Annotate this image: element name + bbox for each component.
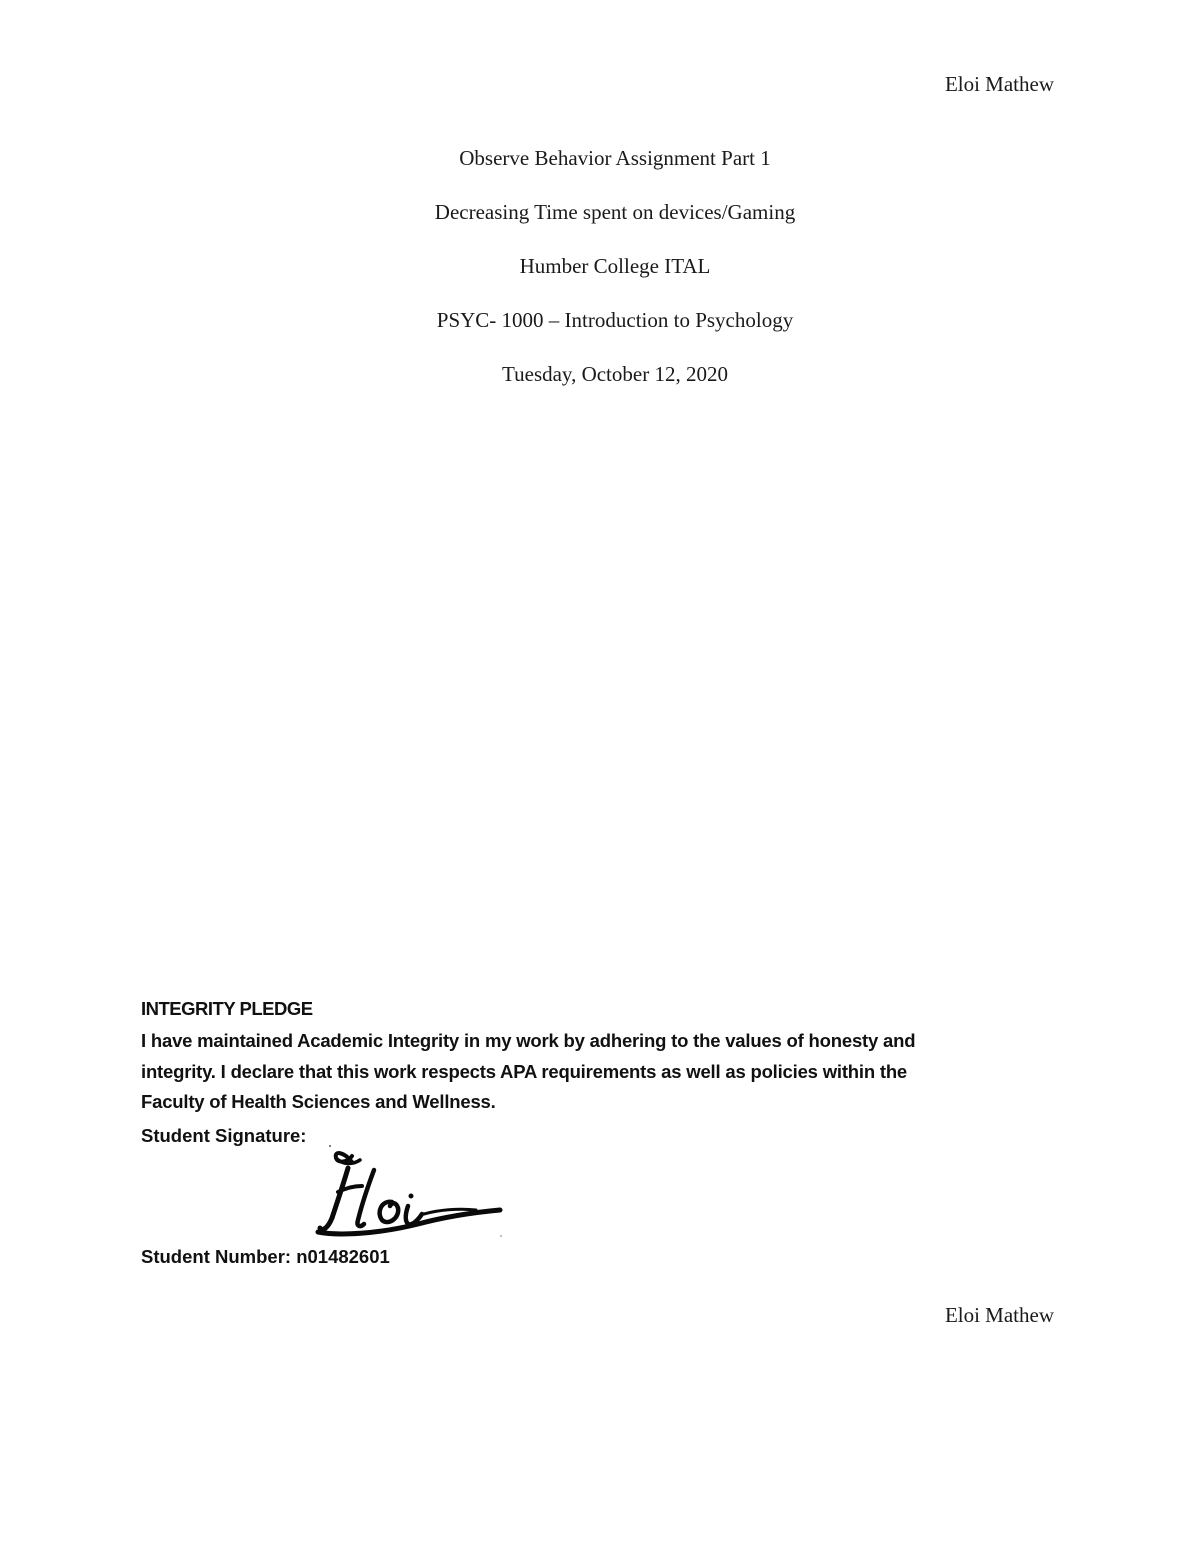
pledge-body (141, 1027, 1041, 1119)
institution-name: Humber College ITAL (519, 254, 711, 278)
student-number: Student Number: n01482601 (141, 1246, 390, 1267)
signature-label: Student Signature: (141, 1125, 307, 1146)
footer-author-name: Eloi Mathew (944, 1303, 1054, 1327)
assignment-subtitle: Decreasing Time spent on devices/Gaming (434, 200, 796, 224)
pledge-line-1: I have maintained Academic Integrity in my work by adhering to the values of honesty and (141, 1030, 916, 1051)
pledge-heading: INTEGRITY PLEDGE (141, 998, 313, 1019)
course-name: PSYC- 1000 – Introduction to Psychology (436, 308, 794, 332)
title-block (0, 144, 1200, 414)
pledge-line-2: integrity. I declare that this work respects APA requirements as well as policies within the (141, 1060, 908, 1082)
handwritten-signature (308, 1140, 508, 1245)
header-author-name: Eloi Mathew (944, 72, 1054, 96)
pledge-line-3: Faculty of Health Sciences and Wellness. (141, 1091, 496, 1112)
submission-date: Tuesday, October 12, 2020 (502, 362, 728, 386)
assignment-title: Observe Behavior Assignment Part 1 (459, 146, 771, 170)
